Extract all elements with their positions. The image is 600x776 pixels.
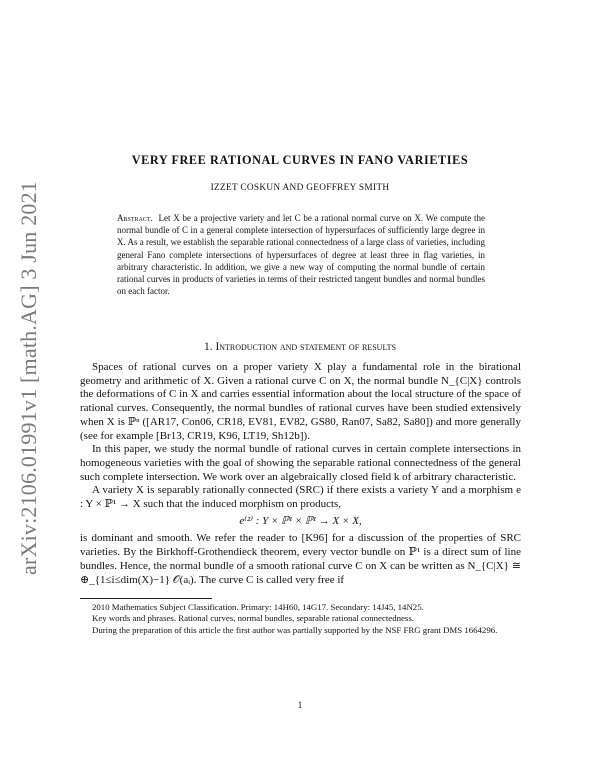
footnotes bbox=[80, 602, 521, 636]
abstract-label: Abstract. bbox=[117, 213, 153, 223]
section-number: 1. bbox=[204, 341, 213, 353]
body-paragraph-3: A variety X is separably rationally connected (SRC) if there exists a variety Y and a morphism e : Y × ℙ¹ → X such that the induced morphism on products, bbox=[80, 484, 521, 511]
footnote-msc: 2010 Mathematics Subject Classification. Primary: 14H60, 14G17. Secondary: 14J45, 14N25. bbox=[92, 602, 424, 612]
arxiv-identifier-text: arXiv:2106.01991v1 [math.AG] 3 Jun 2021 bbox=[16, 181, 42, 575]
arxiv-identifier-stamp bbox=[14, 183, 44, 573]
footnote-keywords: Key words and phrases. Rational curves, normal bundles, separable rational connectedness. bbox=[92, 613, 414, 624]
body-paragraph-2: In this paper, we study the normal bundle of rational curves in certain complete intersections in homogeneous varieties with the goal of showing the separable rational connectedness of the general such complete intersection. We work over an algebraically closed field k of arbitrary characteristic. bbox=[80, 443, 521, 483]
footnote-funding: During the preparation of this article the first author was partially supported by the NSF FRG grant DMS 1664296. bbox=[92, 624, 498, 635]
abstract-text: Let X be a projective variety and let C be a rational normal curve on X. We compute the normal bundle of C in a general complete intersection of hypersurfaces of sufficiently large degree in X. As a result, we establish the separable rational connectedness of a large class of varieties, including general Fano complete intersections of hypersurfaces of degree at least three in flag varieties, in arbitrary characteristic. In addition, we give a new way of computing the normal bundle of certain rational curves in products of varieties in terms of their restricted tangent bundles and normal bundles on each factor. bbox=[117, 213, 485, 297]
section-heading bbox=[0, 341, 600, 353]
body-text bbox=[80, 361, 521, 587]
display-equation: e⁽²⁾ : Y × ℙ¹ × ℙ¹ → X × X, bbox=[239, 514, 362, 527]
footnote-divider bbox=[80, 598, 212, 599]
body-paragraph-4: is dominant and smooth. We refer the reader to [K96] for a discussion of the properties of SRC varieties. By the Birkhoff-Grothendieck theorem, every vector bundle on ℙ¹ is a direct sum of line bundles. Hence, the normal bundle of a smooth rational curve C on X can be written as N_{C|X} ≅ ⊕_{1≤i≤dim(X)−1} 𝒪(aᵢ). The curve C is called very free if bbox=[80, 532, 521, 586]
body-paragraph-1: Spaces of rational curves on a proper variety X play a fundamental role in the birational geometry and arithmetic of X. Given a rational curve C on X, the normal bundle N_{C|X} controls the deformations of C in X and carries essential information about the local structure of the space of rational curves. Consequently, the normal bundles of rational curves have been studied extensively when X is ℙⁿ ([AR17, Con06, CR18, EV81, EV82, GS80, Ran07, Sa82, Sa80]) and more generally (see for example [Br13, CR19, K96, LT19, Sh12b]). bbox=[80, 361, 521, 442]
page-number: 1 bbox=[297, 701, 303, 711]
section-title: Introduction and statement of results bbox=[215, 341, 396, 353]
paper-title: VERY FREE RATIONAL CURVES IN FANO VARIETIES bbox=[131, 153, 469, 167]
paper-authors: IZZET COSKUN AND GEOFFREY SMITH bbox=[210, 183, 390, 193]
abstract bbox=[117, 212, 485, 297]
